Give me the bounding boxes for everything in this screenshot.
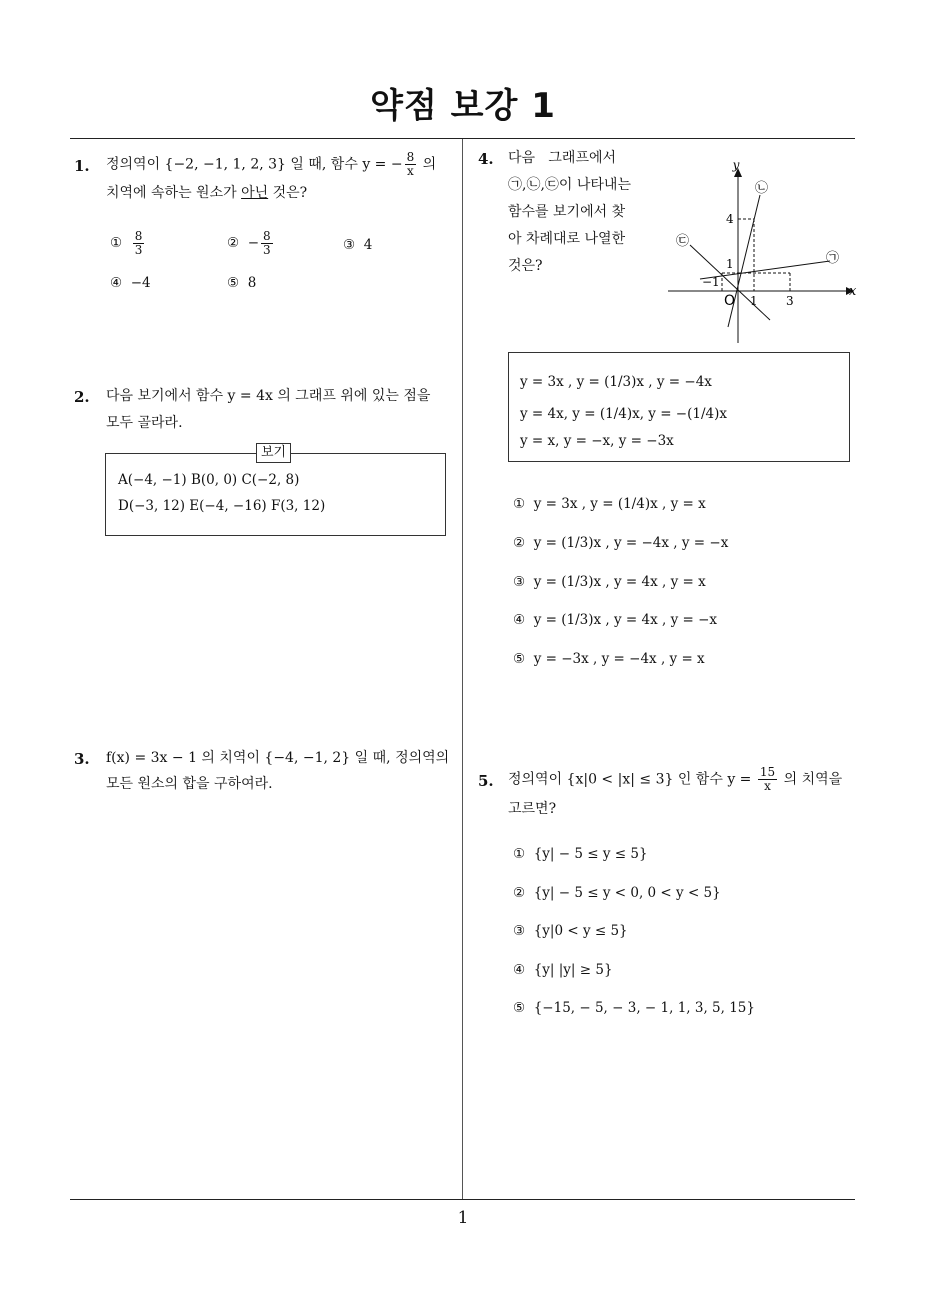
axis-x-label: x — [849, 284, 857, 299]
q2-number: 2. — [74, 388, 90, 406]
option-sign: − — [247, 235, 260, 251]
frac-num: 8 — [263, 229, 271, 243]
q2-points-row1: A(−4, −1) B(0, 0) C(−2, 8) — [118, 472, 300, 488]
option-mark: ① — [110, 235, 123, 251]
q5-text-b: 의 치역을 — [779, 771, 843, 788]
page-title: 약점 보강 1 — [370, 86, 556, 126]
q4-line: 것은? — [508, 258, 543, 274]
option-mark: ④ — [513, 612, 526, 628]
q2-line1: 다음 보기에서 함수 y = 4x 의 그래프 위에 있는 점을 — [106, 388, 431, 404]
q5-option-2[interactable] — [513, 885, 721, 901]
option-mark: ② — [513, 535, 526, 551]
curve-label-a: ㉠ — [826, 251, 840, 266]
tick-label-y1: 1 — [726, 257, 734, 271]
q5-option-3[interactable] — [513, 923, 628, 939]
q1-option-1-fraction — [133, 230, 145, 257]
q1-option-1[interactable] — [110, 230, 146, 257]
option-mark: ① — [513, 496, 526, 512]
q1-func-lhs: y = − — [362, 156, 403, 173]
q1-text-a: 정의역이 {−2, −1, 1, 2, 3} 일 때, 함수 — [106, 156, 363, 173]
curve-label-c: ㉢ — [676, 234, 690, 249]
q1-option-3[interactable] — [343, 237, 372, 253]
frac-den: 3 — [263, 243, 271, 257]
q5-text-line1 — [508, 766, 842, 793]
q4-number: 4. — [478, 150, 494, 168]
option-text: {y|0 < y ≤ 5} — [533, 923, 628, 939]
q4-graph — [660, 155, 855, 345]
q4-option-1[interactable] — [513, 496, 706, 512]
q3-line1: f(x) = 3x − 1 의 치역이 {−4, −1, 2} 일 때, 정의역의 — [106, 750, 450, 766]
q1-option-5[interactable] — [227, 275, 256, 291]
q4-line: 아 차례대로 나열한 — [508, 231, 626, 247]
option-mark: ⑤ — [513, 651, 526, 667]
option-mark: ⑤ — [513, 1000, 526, 1016]
option-text: {−15, − 5, − 3, − 1, 1, 3, 5, 15} — [533, 1000, 755, 1016]
frac-num: 8 — [134, 229, 143, 243]
q5-func-num: 15 — [759, 765, 776, 779]
q1-func-num: 8 — [406, 150, 415, 164]
q1-func-den: x — [407, 164, 414, 178]
option-text: y = (1/3)x , y = 4x , y = −x — [533, 612, 718, 628]
q1-option-4[interactable] — [110, 275, 151, 291]
q4-line: ㉠,㉡,㉢이 나타내는 — [508, 177, 631, 193]
option-value: −4 — [130, 275, 151, 291]
option-mark: ③ — [513, 574, 526, 590]
q1-text-line1 — [106, 151, 436, 178]
q1-text-b: 의 — [418, 156, 437, 173]
q5-number: 5. — [478, 772, 494, 790]
frac-den: 3 — [134, 243, 143, 257]
q4-option-4[interactable] — [513, 612, 717, 628]
tick-label-x3: 3 — [786, 294, 794, 308]
q2-line2: 모두 골라라. — [106, 415, 183, 431]
column-divider — [462, 139, 463, 1199]
q1-func-fraction — [405, 151, 417, 178]
option-text: y = (1/3)x , y = 4x , y = x — [533, 574, 706, 590]
q4-box-row1: y = 3x , y = (1/3)x , y = −4x — [520, 374, 712, 390]
q1-option-2[interactable] — [227, 230, 275, 257]
curve-label-b: ㉡ — [755, 181, 769, 196]
option-text: y = 3x , y = (1/4)x , y = x — [533, 496, 706, 512]
q1-text-d: 것은? — [268, 185, 308, 201]
q3-line2: 모든 원소의 합을 구하여라. — [106, 776, 273, 792]
q1-text-line2 — [106, 180, 307, 206]
bottom-rule — [70, 1199, 855, 1200]
q5-line2: 고르면? — [508, 801, 557, 817]
q1-text-c: 치역에 속하는 원소가 — [106, 185, 242, 201]
q5-func-lhs: y = — [727, 771, 756, 788]
option-text: y = (1/3)x , y = −4x , y = −x — [533, 535, 729, 551]
q4-option-2[interactable] — [513, 535, 728, 551]
q2-example-box — [105, 453, 446, 536]
tick-label-x1: 1 — [750, 294, 758, 308]
option-value: 8 — [247, 275, 257, 291]
option-mark: ④ — [110, 275, 123, 291]
q4-box-row3: y = x, y = −x, y = −3x — [520, 433, 674, 449]
option-mark: ③ — [513, 923, 526, 939]
q5-option-4[interactable] — [513, 962, 613, 978]
axis-y-label: y — [732, 158, 740, 172]
q5-option-5[interactable] — [513, 1000, 755, 1016]
q5-option-1[interactable] — [513, 846, 648, 862]
q5-func-den: x — [764, 779, 771, 793]
q1-option-2-fraction — [261, 230, 273, 257]
q2-box-label: 보기 — [256, 443, 291, 463]
option-mark: ⑤ — [227, 275, 240, 291]
option-text: y = −3x , y = −4x , y = x — [533, 651, 705, 667]
option-value: 4 — [363, 237, 373, 253]
option-mark: ② — [513, 885, 526, 901]
q4-line: 함수를 보기에서 찾 — [508, 204, 626, 220]
q5-text-a: 정의역이 {x|0 < |x| ≤ 3} 인 함수 — [508, 771, 728, 788]
option-mark: ① — [513, 846, 526, 862]
q1-underlined: 아닌 — [241, 185, 269, 201]
q1-number: 1. — [74, 157, 90, 175]
q5-func-fraction — [758, 766, 777, 793]
q4-text — [508, 145, 653, 280]
q3-number: 3. — [74, 750, 90, 768]
q4-box-row2: y = 4x, y = (1/4)x, y = −(1/4)x — [520, 406, 727, 422]
origin-label: O — [724, 293, 736, 309]
q4-line: 다음 그래프에서 — [508, 150, 617, 166]
page-number: 1 — [457, 1208, 469, 1228]
q4-option-5[interactable] — [513, 651, 705, 667]
q2-points-row2: D(−3, 12) E(−4, −16) F(3, 12) — [118, 498, 326, 514]
tick-label-xm1: −1 — [702, 275, 720, 289]
option-mark: ② — [227, 235, 240, 251]
option-mark: ③ — [343, 237, 356, 253]
q4-option-3[interactable] — [513, 574, 706, 590]
option-text: {y| − 5 ≤ y < 0, 0 < y < 5} — [533, 885, 721, 901]
option-mark: ④ — [513, 962, 526, 978]
option-text: {y| |y| ≥ 5} — [533, 962, 613, 978]
option-text: {y| − 5 ≤ y ≤ 5} — [533, 846, 648, 862]
tick-label-y4: 4 — [726, 212, 734, 226]
